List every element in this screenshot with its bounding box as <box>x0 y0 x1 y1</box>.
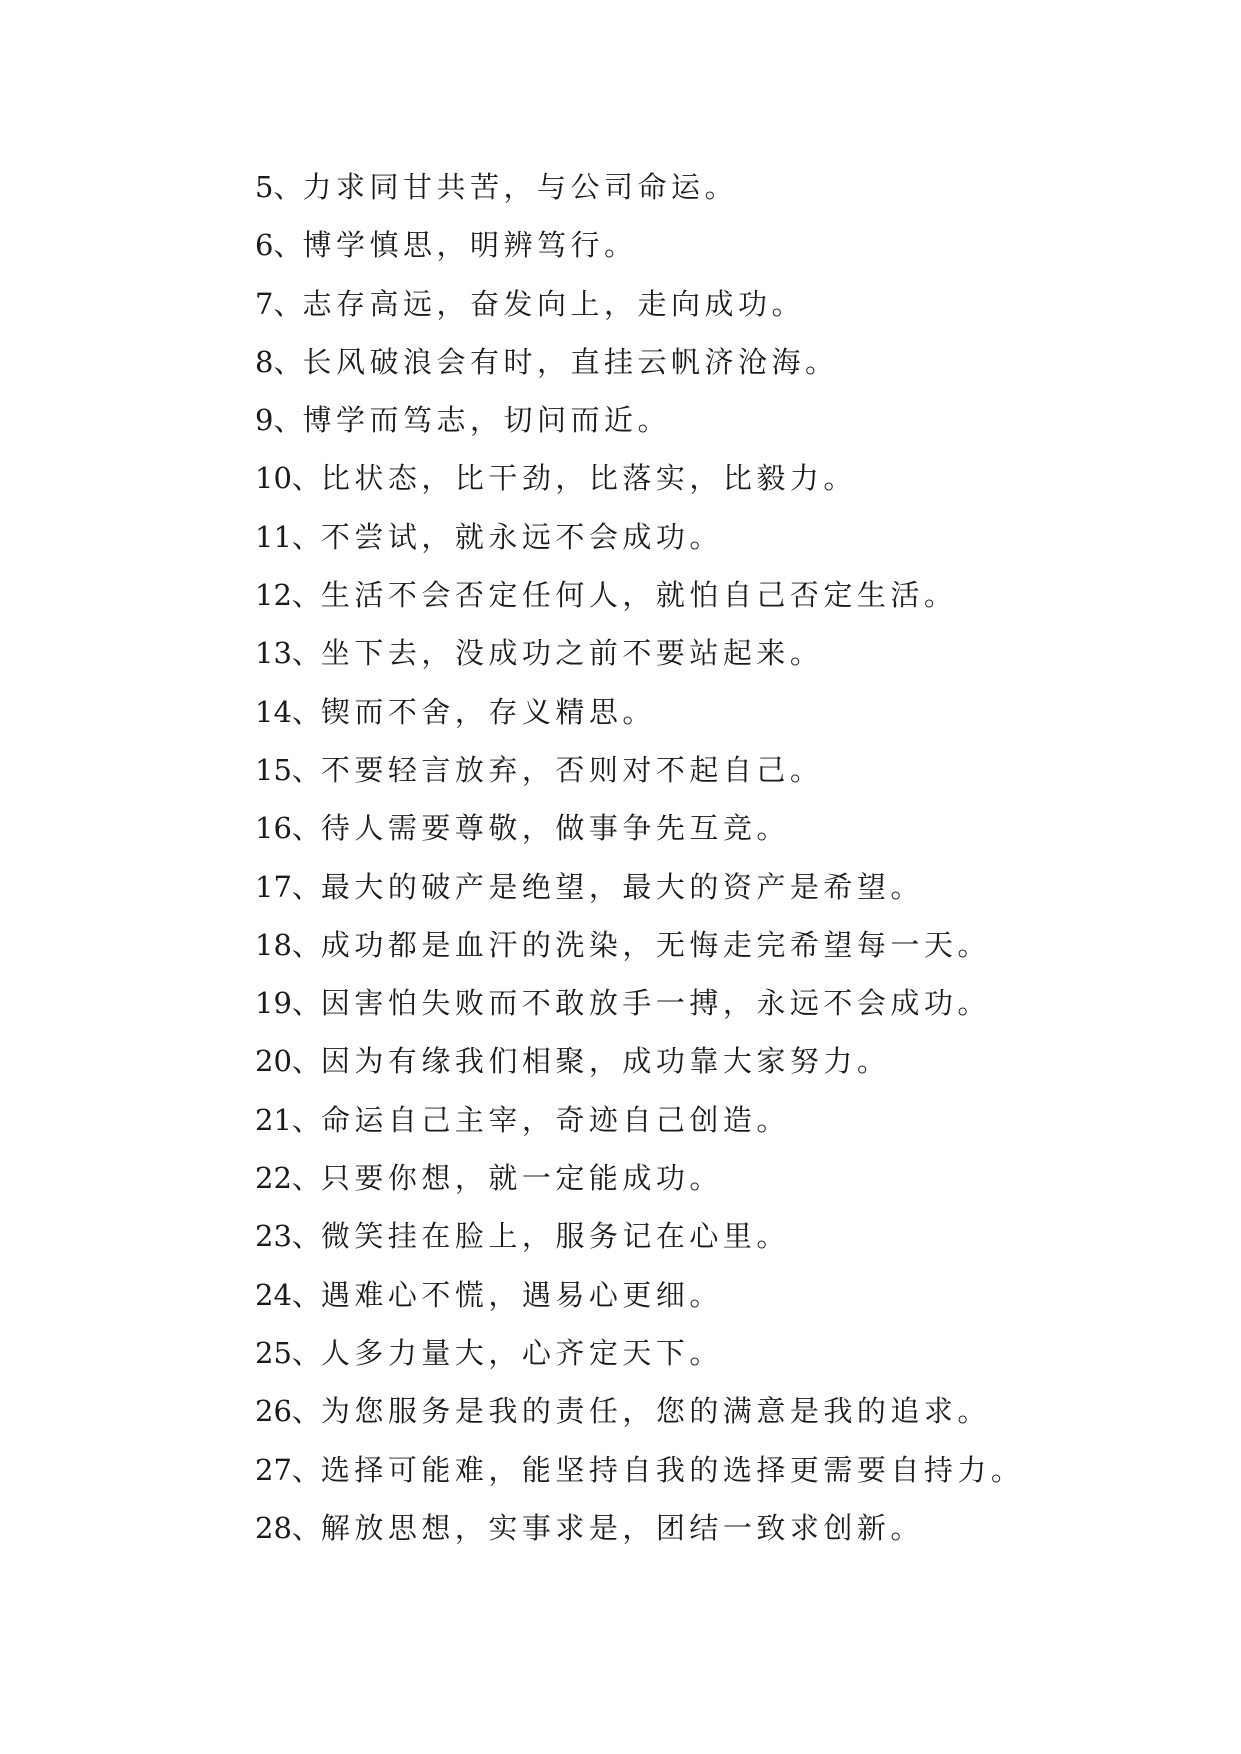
list-item <box>255 216 1155 274</box>
item-number: 12、 <box>255 578 321 613</box>
item-text: 人多力量大，心齐定天下。 <box>320 1335 723 1370</box>
item-number: 11、 <box>255 519 321 554</box>
item-text: 不要轻言放弃，否则对不起自己。 <box>320 752 824 787</box>
item-text: 志存高远，奋发向上，走向成功。 <box>302 286 805 321</box>
item-number: 26、 <box>255 1394 321 1429</box>
item-number: 16、 <box>255 811 321 846</box>
list-item <box>255 799 1155 857</box>
item-number: 10、 <box>255 461 321 496</box>
item-number: 21、 <box>255 1102 321 1137</box>
item-text: 博学慎思，明辨笃行。 <box>302 228 638 263</box>
item-number: 14、 <box>255 694 321 729</box>
item-number: 5、 <box>255 170 303 204</box>
list-item <box>255 333 1155 391</box>
list-item <box>255 683 1155 741</box>
item-text: 最大的破产是绝望，最大的资产是希望。 <box>320 869 924 904</box>
item-text: 命运自己主宰，奇迹自己创造。 <box>320 1102 790 1137</box>
item-number: 15、 <box>255 752 321 787</box>
list-item <box>255 1324 1155 1382</box>
item-number: 24、 <box>255 1277 321 1312</box>
item-number: 27、 <box>255 1452 321 1487</box>
item-text: 锲而不舍，存义精思。 <box>320 694 656 729</box>
item-text: 坐下去，没成功之前不要站起来。 <box>320 636 824 671</box>
item-number: 13、 <box>255 636 321 671</box>
item-text: 成功都是血汗的洗染，无悔走完希望每一天。 <box>320 927 991 962</box>
list-item <box>255 449 1155 507</box>
list-item <box>255 858 1155 916</box>
item-number: 20、 <box>255 1044 321 1079</box>
item-text: 只要你想，就一定能成功。 <box>320 1161 723 1196</box>
item-text: 为您服务是我的责任，您的满意是我的追求。 <box>320 1394 991 1429</box>
item-text: 解放思想，实事求是，团结一致求创新。 <box>320 1510 924 1545</box>
list-item <box>255 1499 1155 1557</box>
list-item <box>255 275 1155 333</box>
item-number: 6、 <box>255 228 303 263</box>
item-number: 18、 <box>255 927 321 962</box>
list-item <box>255 916 1155 974</box>
item-text: 因为有缘我们相聚，成功靠大家努力。 <box>320 1044 891 1079</box>
item-text: 微笑挂在脸上，服务记在心里。 <box>320 1219 790 1254</box>
list-item <box>255 624 1155 682</box>
list-item <box>255 1207 1155 1265</box>
list-item <box>255 508 1155 566</box>
item-text: 长风破浪会有时，直挂云帆济沧海。 <box>302 344 839 379</box>
list-item <box>255 1266 1155 1324</box>
item-text: 因害怕失败而不敢放手一搏，永远不会成功。 <box>320 986 991 1021</box>
item-text: 选择可能难，能坚持自我的选择更需要自持力。 <box>320 1452 1025 1487</box>
item-text: 力求同甘共苦，与公司命运。 <box>302 170 738 204</box>
list-item <box>255 1382 1155 1440</box>
item-text: 不尝试，就永远不会成功。 <box>320 519 723 554</box>
item-text: 生活不会否定任何人，就怕自己否定生活。 <box>320 578 958 613</box>
item-number: 7、 <box>255 286 303 321</box>
item-number: 25、 <box>255 1335 321 1370</box>
list-item <box>255 1091 1155 1149</box>
list-item <box>255 158 1155 216</box>
list-item <box>255 1441 1155 1499</box>
item-text: 待人需要尊敬，做事争先互竞。 <box>320 811 790 846</box>
list-item <box>255 1032 1155 1090</box>
list-item <box>255 741 1155 799</box>
item-text: 遇难心不慌，遇易心更细。 <box>320 1277 723 1312</box>
list-item <box>255 566 1155 624</box>
item-number: 17、 <box>255 869 321 904</box>
item-text: 比状态，比干劲，比落实，比毅力。 <box>320 461 857 496</box>
item-text: 博学而笃志，切问而近。 <box>302 403 671 438</box>
numbered-slogan-list <box>255 158 1155 1557</box>
item-number: 8、 <box>255 344 303 379</box>
list-item <box>255 1149 1155 1207</box>
item-number: 23、 <box>255 1219 321 1254</box>
item-number: 22、 <box>255 1161 321 1196</box>
list-item <box>255 974 1155 1032</box>
item-number: 28、 <box>255 1510 321 1545</box>
item-number: 9、 <box>255 403 303 438</box>
list-item <box>255 391 1155 449</box>
item-number: 19、 <box>255 986 321 1021</box>
